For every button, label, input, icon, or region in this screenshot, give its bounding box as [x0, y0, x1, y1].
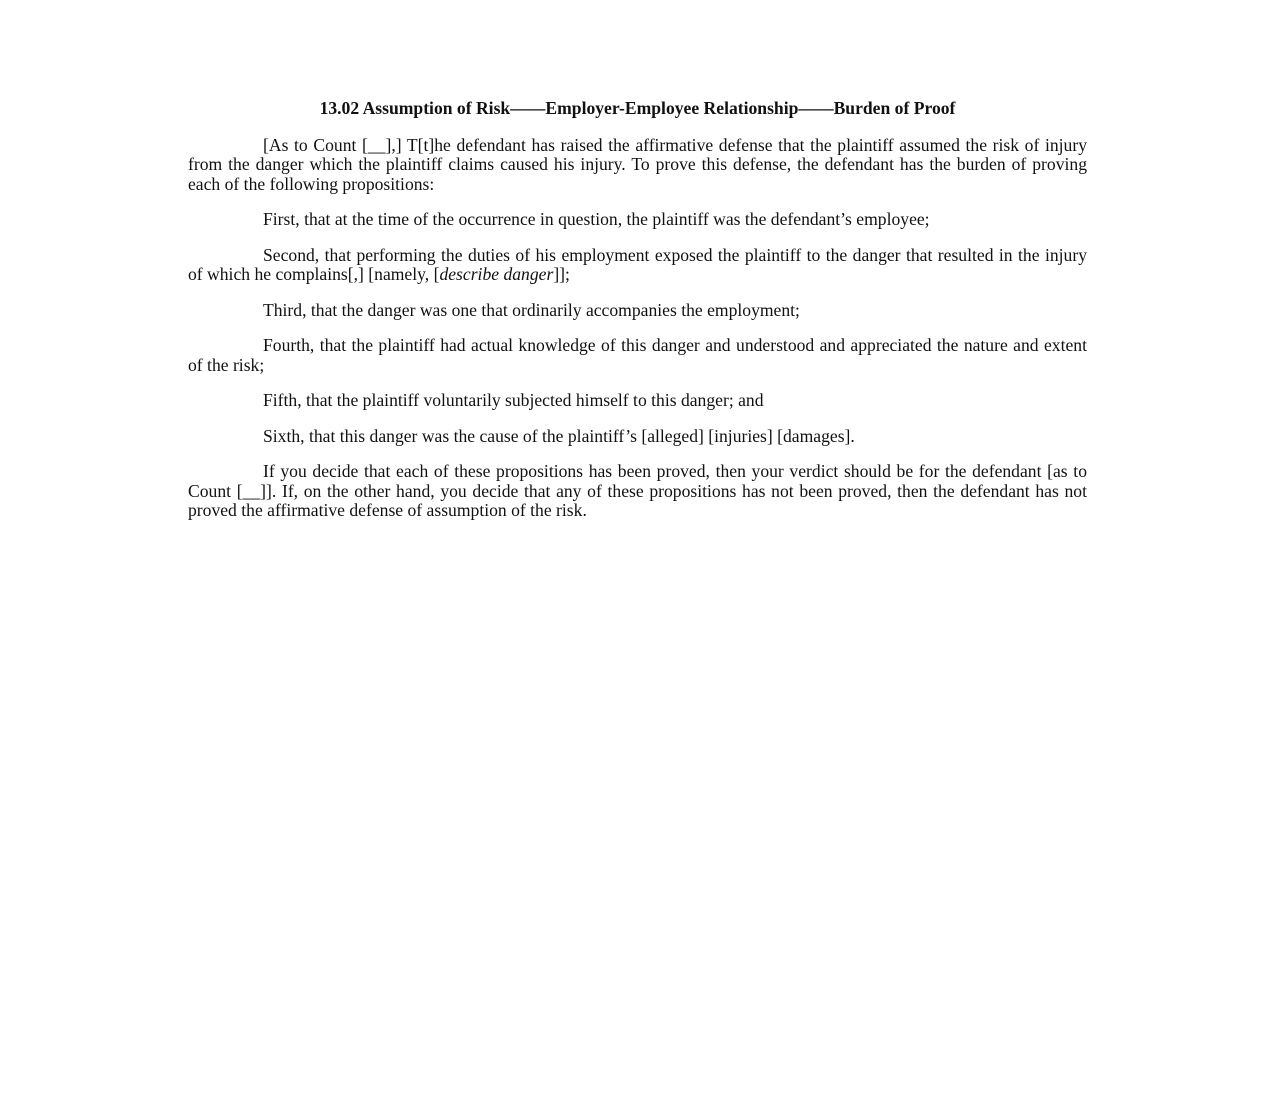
proposition-second — [188, 246, 1087, 285]
proposition-fourth: Fourth, that the plaintiff had actual knowledge of this danger and understood and appreciated the nature and extent of the risk; — [188, 335, 1087, 375]
proposition-second-placeholder: describe danger — [439, 264, 554, 284]
proposition-sixth: Sixth, that this danger was the cause of the plaintiff’s [alleged] [injuries] [damages]. — [263, 425, 855, 446]
document-page — [188, 99, 1087, 537]
proposition-fifth: Fifth, that the plaintiff voluntarily subjected himself to this danger; and — [263, 390, 764, 410]
proposition-first: First, that at the time of the occurrence in question, the plaintiff was the defendant’s employee; — [263, 209, 930, 229]
document-title: 13.02 Assumption of Risk——Employer-Employee Relationship——Burden of Proof — [319, 98, 956, 118]
proposition-second-close: ]]; — [553, 264, 570, 284]
proposition-third: Third, that the danger was one that ordinarily accompanies the employment; — [263, 299, 800, 320]
intro-paragraph: [As to Count [__],] T[t]he defendant has raised the affirmative defense that the plaintiff assumed the risk of injury from the danger which the plaintiff claims caused his injury. To prove this defense, the defendant has the burden of proving each of the following propositions: — [188, 134, 1087, 194]
proposition-second-text: Second, that performing the duties of his employment exposed the plaintiff to the danger that resulted in the injury of which he complains[,] [namely, [ — [188, 244, 1087, 284]
conclusion-paragraph: If you decide that each of these propositions has been proved, then your verdict should be for the defendant [as to Count [__]]. If, on the other hand, you decide that any of these propositions has not been proved, then the defendant has not proved the affirmative defense of assumption of the risk. — [188, 461, 1087, 520]
